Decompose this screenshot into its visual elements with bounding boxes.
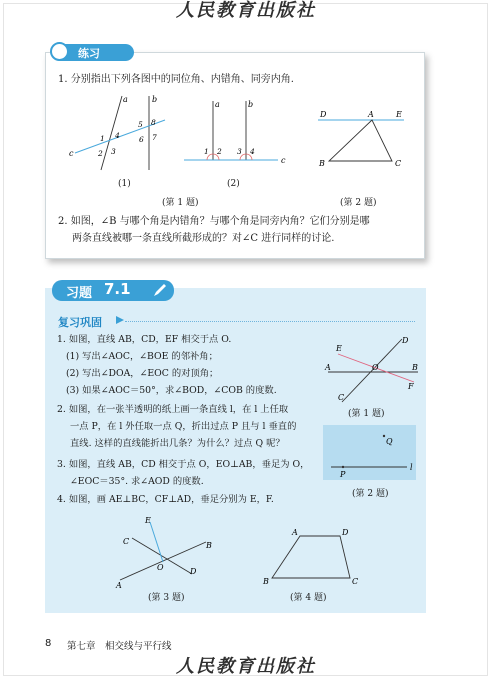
angle-5: 5 xyxy=(138,120,143,129)
trapezoid-abcd xyxy=(272,536,350,578)
angle-4: 4 xyxy=(115,131,120,140)
problem-3-line1: 3. 如图，直线 AB，CD 相交于点 O，EO⊥AB，垂足为 O， xyxy=(57,459,310,470)
practice-q2-line2: 两条直线被哪一条直线所截形成的？对∠C 进行同样的讨论. xyxy=(72,233,335,244)
ex-fig-3-caption: (第 3 题) xyxy=(148,593,185,603)
problem-1-part-1: (1) 写出∠AOC，∠BOE 的邻补角； xyxy=(66,351,218,362)
problem-2-line3: 直线. 这样的直线能折出几条？为什么？过点 Q 呢？ xyxy=(70,438,285,449)
page-number: 8 xyxy=(45,638,52,649)
figure-ex-2 xyxy=(323,425,416,480)
angle-3b: 3 xyxy=(237,147,242,156)
label-B3: B xyxy=(206,541,212,550)
label-P: P xyxy=(340,470,346,479)
figure-ex-4 xyxy=(260,526,370,586)
ex-fig-2-caption: (第 2 题) xyxy=(352,489,389,499)
practice-q2-line1: 2. 如图，∠B 与哪个角是内错角？与哪个角是同旁内角？它们分别是哪 xyxy=(58,216,370,227)
triangle-abc xyxy=(329,120,392,161)
fig-2-caption: (第 2 题) xyxy=(340,198,377,208)
problem-1-part-2: (2) 写出∠DOA，∠EOC 的对顶角； xyxy=(66,368,219,379)
line-eo xyxy=(150,522,163,562)
label-B: B xyxy=(319,159,325,168)
angle-1b: 1 xyxy=(204,147,209,156)
label-c: c xyxy=(69,149,74,158)
label-F1: F xyxy=(408,382,414,391)
figure-1-2 xyxy=(180,95,290,170)
problem-2-line1: 2. 如图，在一张半透明的纸上画一条直线 l，在 l 上任取 xyxy=(57,404,289,415)
label-A3: A xyxy=(116,581,122,590)
figure-1-1 xyxy=(65,90,175,180)
label-O1: O xyxy=(372,363,379,372)
section-divider xyxy=(125,321,415,322)
label-O3: O xyxy=(157,563,164,572)
exercise-tab-number: 7.1 xyxy=(104,280,131,298)
label-E3: E xyxy=(145,516,151,525)
label-l: l xyxy=(410,463,413,472)
label-C1: C xyxy=(338,393,345,402)
label-b: b xyxy=(152,95,158,104)
label-a2: a xyxy=(215,100,220,109)
practice-tag xyxy=(52,44,134,61)
point-Q xyxy=(383,435,385,437)
angle-8: 8 xyxy=(151,118,156,127)
angle-2b: 2 xyxy=(217,147,222,156)
fig-1-1-caption: (1) xyxy=(118,179,131,189)
label-E1: E xyxy=(336,344,342,353)
triangle-right-icon xyxy=(115,315,125,325)
label-D: D xyxy=(320,110,327,119)
problem-4: 4. 如图，画 AE⊥BC，CF⊥AD，垂足分别为 E，F. xyxy=(57,494,274,505)
angle-2: 2 xyxy=(98,149,103,158)
chapter-title: 第七章 相交线与平行线 xyxy=(67,641,172,652)
ex-fig-1-caption: (第 1 题) xyxy=(348,409,385,419)
label-B1: B xyxy=(412,363,418,372)
exercise-tab-title: 习题 xyxy=(66,286,93,301)
figure-ex-3 xyxy=(110,512,220,592)
exercise-tab xyxy=(52,280,174,301)
ex-fig-4-caption: (第 4 题) xyxy=(290,593,327,603)
angle-7: 7 xyxy=(152,133,157,142)
label-A4: A xyxy=(292,528,298,537)
problem-1: 1. 如图，直线 AB，CD，EF 相交于点 O. xyxy=(57,334,232,345)
fig-1-2-caption: (2) xyxy=(227,179,240,189)
point-P xyxy=(342,466,344,468)
label-A: A xyxy=(368,110,374,119)
label-A1: A xyxy=(325,363,331,372)
practice-icon xyxy=(50,42,69,61)
publisher-logo-top: 人民教育出版社 xyxy=(176,0,316,21)
problem-3-line2: ∠EOC＝35°. 求∠AOD 的度数. xyxy=(70,476,204,487)
publisher-logo-bottom: 人民教育出版社 xyxy=(176,656,316,677)
label-B4: B xyxy=(263,577,269,586)
practice-q1: 1. 分别指出下列各图中的同位角、内错角、同旁内角. xyxy=(58,74,294,85)
angle-6: 6 xyxy=(139,135,144,144)
label-C: C xyxy=(395,159,402,168)
problem-1-part-3: (3) 如果∠AOC＝50°，求∠BOD，∠COB 的度数. xyxy=(66,385,277,396)
label-D1: D xyxy=(402,336,409,345)
label-a: a xyxy=(123,95,128,104)
figure-ex-1 xyxy=(322,332,422,407)
pencil-icon xyxy=(152,283,168,298)
label-D3: D xyxy=(190,567,197,576)
angle-3: 3 xyxy=(111,147,116,156)
practice-tag-label: 练习 xyxy=(78,47,100,60)
fig-1-caption: (第 1 题) xyxy=(162,198,199,208)
problem-2-line2: 一点 P，在 l 外任取一点 Q，折出过点 P 且与 l 垂直的 xyxy=(70,421,297,432)
label-C3: C xyxy=(123,537,130,546)
angle-4b: 4 xyxy=(250,147,255,156)
label-C4: C xyxy=(352,577,359,586)
label-Q: Q xyxy=(386,437,393,446)
label-c2: c xyxy=(281,156,286,165)
figure-2 xyxy=(312,108,412,173)
label-b2: b xyxy=(248,100,254,109)
section-title: 复习巩固 xyxy=(58,316,102,329)
label-D4: D xyxy=(342,528,349,537)
angle-1: 1 xyxy=(100,134,105,143)
label-E: E xyxy=(396,110,402,119)
